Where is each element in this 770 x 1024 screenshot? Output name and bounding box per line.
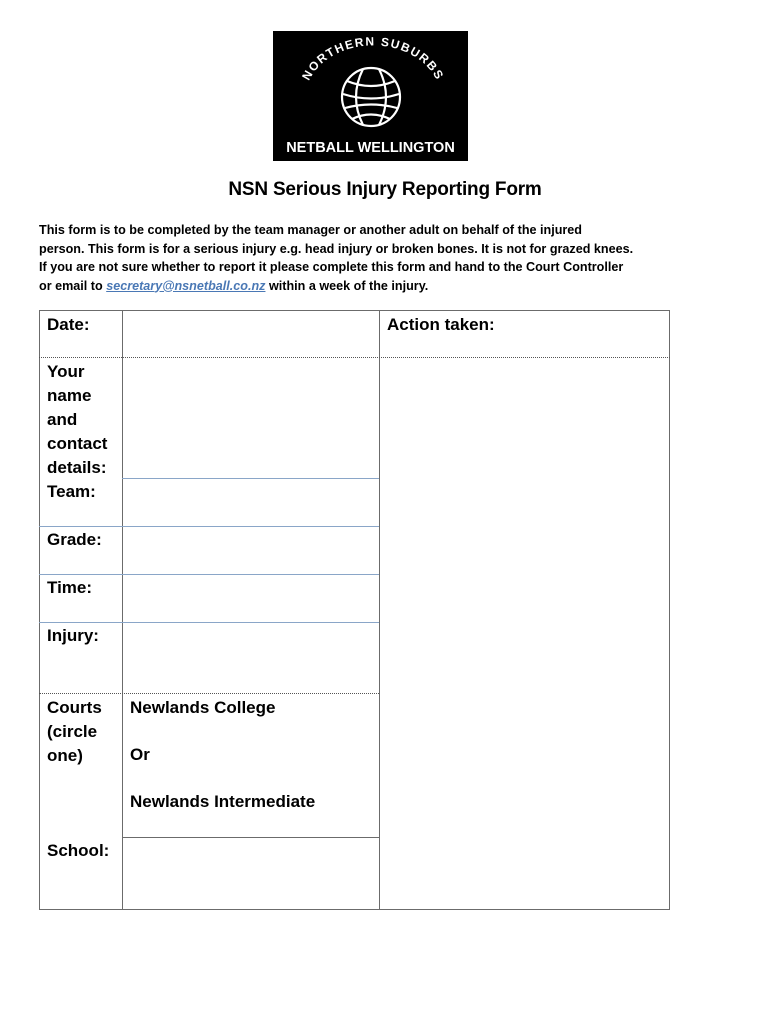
table-row-line (39, 693, 379, 694)
intro-line: person. This form is for a serious injury e.g. head injury or broken bones. It is not for grazed knees. (39, 241, 634, 256)
team-field[interactable] (123, 479, 379, 526)
team-label: Team: (47, 482, 96, 501)
label-line: name (47, 386, 92, 405)
table-border-right (669, 310, 670, 910)
court-option-newlands-intermediate[interactable]: Newlands Intermediate (130, 792, 316, 811)
time-field[interactable] (123, 575, 379, 622)
intro-line: If you are not sure whether to report it please complete this form and hand to the Court Controller (39, 260, 624, 274)
time-label: Time: (47, 578, 93, 597)
action-taken-label: Action taken: (387, 315, 495, 334)
court-option-or: Or (130, 745, 150, 764)
table-border-left (39, 310, 40, 910)
svg-text:NORTHERN SUBURBS (299, 34, 447, 82)
label-line: details: (47, 458, 107, 477)
netball-icon (273, 31, 468, 161)
intro-line: This form is to be completed by the team manager or another adult on behalf of the injured (39, 223, 582, 237)
intro-paragraph (39, 221, 719, 295)
injury-label: Injury: (47, 626, 99, 645)
logo-bottom-text: NETBALL WELLINGTON (286, 140, 455, 156)
court-option-newlands-college[interactable]: Newlands College (130, 698, 276, 717)
intro-line (39, 277, 719, 296)
label-line: and (47, 410, 78, 429)
date-field[interactable] (123, 311, 379, 357)
injury-field[interactable] (123, 623, 379, 693)
school-label: School: (47, 841, 110, 860)
contact-details-label (47, 360, 107, 480)
logo-arc-text: NORTHERN SUBURBS (299, 34, 447, 83)
label-line: Courts (47, 698, 102, 717)
label-line: one) (47, 746, 83, 765)
action-taken-field[interactable] (380, 358, 669, 909)
label-line: contact (47, 434, 108, 453)
club-logo (273, 31, 468, 161)
intro-text: or email to (39, 278, 107, 293)
table-border-bottom (39, 909, 670, 910)
grade-label: Grade: (47, 530, 102, 549)
courts-label (47, 696, 102, 768)
label-line: Your (47, 362, 85, 381)
school-field[interactable] (123, 838, 379, 909)
contact-details-field[interactable] (123, 358, 379, 478)
date-label: Date: (47, 315, 90, 334)
intro-text: within a week of the injury. (265, 278, 429, 293)
grade-field[interactable] (123, 527, 379, 574)
label-line: (circle (47, 722, 98, 741)
page-title: NSN Serious Injury Reporting Form (228, 179, 542, 200)
email-link[interactable]: secretary@nsnetball.co.nz (106, 278, 266, 293)
